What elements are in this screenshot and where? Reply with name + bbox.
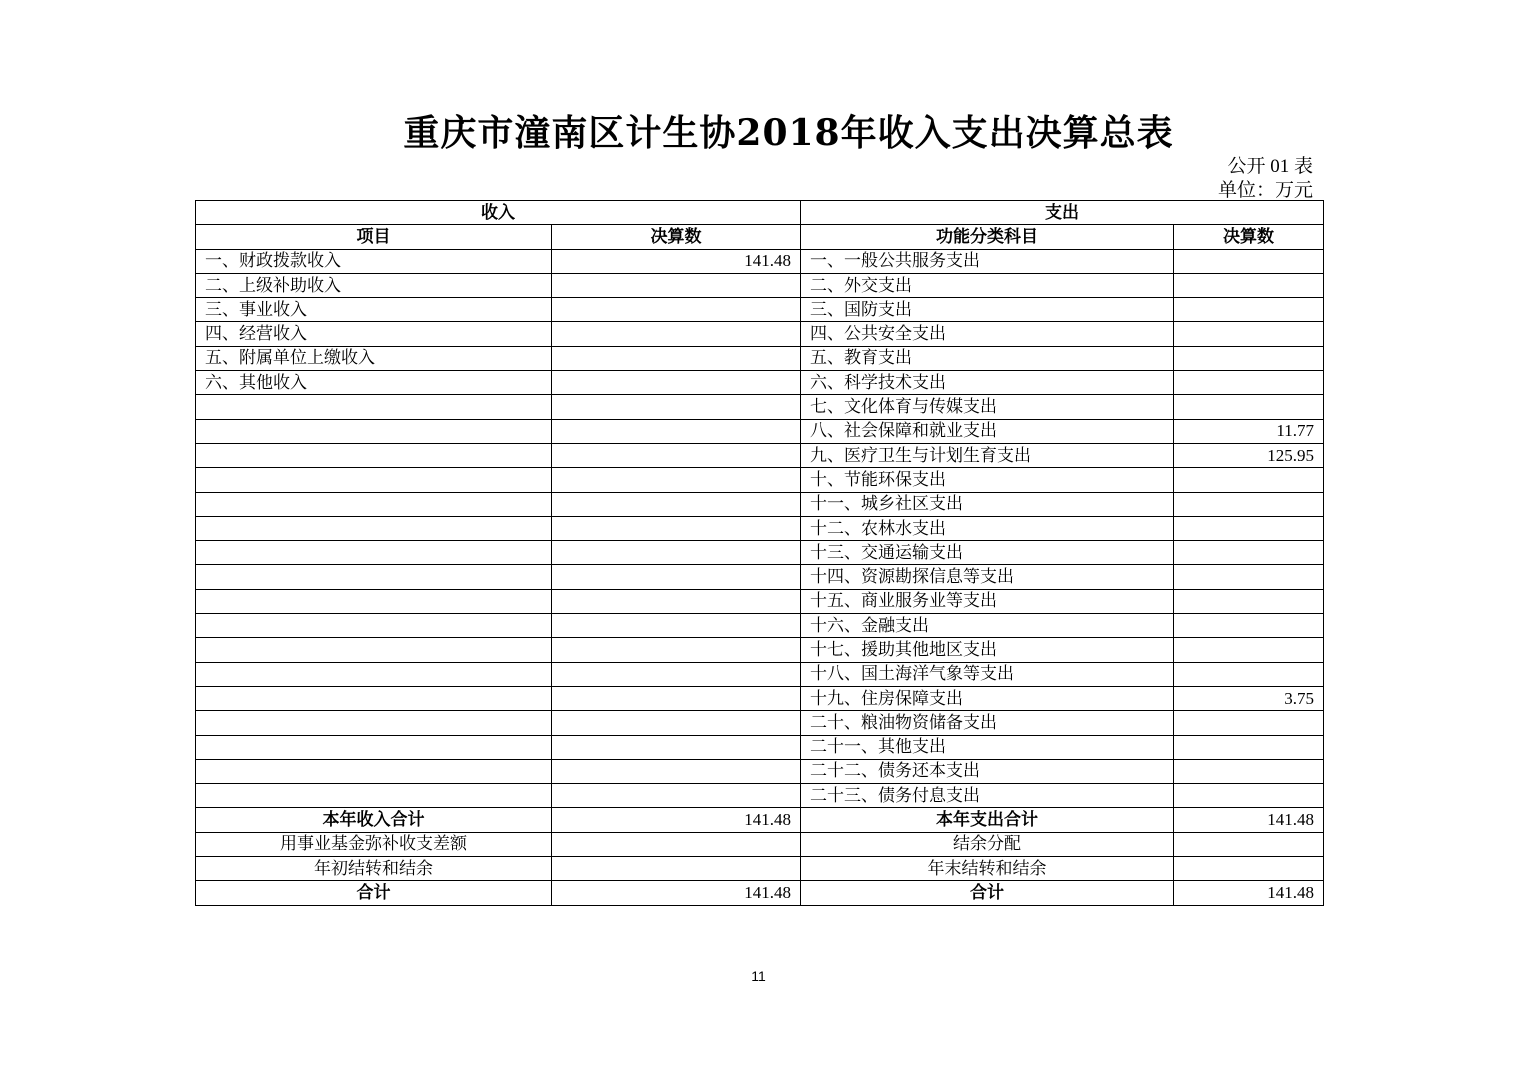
expense-item-cell: 十三、交通运输支出 bbox=[801, 541, 1174, 565]
income-amount-cell bbox=[552, 735, 801, 759]
expense-amount-cell bbox=[1174, 249, 1324, 273]
expense-item-cell: 十八、国土海洋气象等支出 bbox=[801, 662, 1174, 686]
table-row bbox=[196, 346, 1324, 370]
income-amount-cell bbox=[552, 565, 801, 589]
income-item-cell bbox=[196, 395, 552, 419]
income-group-header: 收入 bbox=[196, 201, 801, 225]
table-row bbox=[196, 589, 1324, 613]
expense-amount-cell bbox=[1174, 638, 1324, 662]
table-row bbox=[196, 443, 1324, 467]
expense-item-cell: 二十二、债务还本支出 bbox=[801, 759, 1174, 783]
income-amount-cell bbox=[552, 589, 801, 613]
expense-item-cell: 二十一、其他支出 bbox=[801, 735, 1174, 759]
expense-item-cell: 年末结转和结余 bbox=[801, 857, 1174, 881]
income-item-cell: 三、事业收入 bbox=[196, 298, 552, 322]
income-amount-cell bbox=[552, 419, 801, 443]
income-item-cell bbox=[196, 686, 552, 710]
expense-amount-cell bbox=[1174, 614, 1324, 638]
table-body bbox=[196, 201, 1324, 906]
expense-item-cell: 三、国防支出 bbox=[801, 298, 1174, 322]
table-row bbox=[196, 638, 1324, 662]
income-total-amount: 141.48 bbox=[552, 881, 801, 905]
expense-item-cell: 十四、资源勘探信息等支出 bbox=[801, 565, 1174, 589]
expense-amount-cell bbox=[1174, 857, 1324, 881]
budget-table bbox=[195, 200, 1324, 906]
income-item-cell bbox=[196, 638, 552, 662]
expense-amount-cell bbox=[1174, 395, 1324, 419]
income-item-cell bbox=[196, 419, 552, 443]
expense-item-cell: 十九、住房保障支出 bbox=[801, 686, 1174, 710]
income-amount-cell bbox=[552, 541, 801, 565]
table-row bbox=[196, 784, 1324, 808]
table-column-header bbox=[196, 225, 1324, 249]
expense-amount-cell bbox=[1174, 541, 1324, 565]
expense-amount-header: 决算数 bbox=[1174, 225, 1324, 249]
income-amount-cell bbox=[552, 516, 801, 540]
expense-amount-cell bbox=[1174, 784, 1324, 808]
income-amount-cell bbox=[552, 784, 801, 808]
table-row bbox=[196, 857, 1324, 881]
expense-amount-cell bbox=[1174, 492, 1324, 516]
income-amount-cell: 141.48 bbox=[552, 249, 801, 273]
page-title: 重庆市潼南区计生协2018年收入支出决算总表 bbox=[403, 112, 1174, 154]
income-item-cell bbox=[196, 711, 552, 735]
table-row bbox=[196, 541, 1324, 565]
table-row bbox=[196, 298, 1324, 322]
expense-item-cell: 二十、粮油物资储备支出 bbox=[801, 711, 1174, 735]
income-amount-cell bbox=[552, 371, 801, 395]
table-row bbox=[196, 273, 1324, 297]
expense-item-cell: 十七、援助其他地区支出 bbox=[801, 638, 1174, 662]
income-item-cell: 一、财政拨款收入 bbox=[196, 249, 552, 273]
income-subtotal-label: 本年收入合计 bbox=[196, 808, 552, 832]
table-row bbox=[196, 711, 1324, 735]
income-item-cell bbox=[196, 589, 552, 613]
income-item-cell bbox=[196, 735, 552, 759]
expense-item-cell: 结余分配 bbox=[801, 832, 1174, 856]
form-number: 公开 01 表 bbox=[1227, 156, 1313, 177]
page-number: 11 bbox=[751, 968, 766, 984]
total-row bbox=[196, 881, 1324, 905]
table-row bbox=[196, 614, 1324, 638]
expense-total-amount: 141.48 bbox=[1174, 881, 1324, 905]
expense-item-cell: 十五、商业服务业等支出 bbox=[801, 589, 1174, 613]
expense-item-cell: 十一、城乡社区支出 bbox=[801, 492, 1174, 516]
income-item-cell: 用事业基金弥补收支差额 bbox=[196, 832, 552, 856]
expense-item-cell: 七、文化体育与传媒支出 bbox=[801, 395, 1174, 419]
income-item-cell: 五、附属单位上缴收入 bbox=[196, 346, 552, 370]
income-subtotal-amount: 141.48 bbox=[552, 808, 801, 832]
income-amount-cell bbox=[552, 492, 801, 516]
income-amount-cell bbox=[552, 857, 801, 881]
subtotal-row bbox=[196, 808, 1324, 832]
expense-amount-cell: 3.75 bbox=[1174, 686, 1324, 710]
table-row bbox=[196, 468, 1324, 492]
income-item-cell bbox=[196, 443, 552, 467]
table-row bbox=[196, 371, 1324, 395]
table-row bbox=[196, 249, 1324, 273]
expense-item-cell: 八、社会保障和就业支出 bbox=[801, 419, 1174, 443]
expense-item-cell: 十二、农林水支出 bbox=[801, 516, 1174, 540]
table-row bbox=[196, 662, 1324, 686]
table-row bbox=[196, 686, 1324, 710]
table-row bbox=[196, 759, 1324, 783]
table-row bbox=[196, 832, 1324, 856]
income-item-cell bbox=[196, 565, 552, 589]
income-amount-cell bbox=[552, 759, 801, 783]
expense-amount-cell bbox=[1174, 371, 1324, 395]
income-amount-cell bbox=[552, 322, 801, 346]
income-item-header: 项目 bbox=[196, 225, 552, 249]
income-item-cell: 年初结转和结余 bbox=[196, 857, 552, 881]
expense-subtotal-amount: 141.48 bbox=[1174, 808, 1324, 832]
income-item-cell bbox=[196, 759, 552, 783]
expense-amount-cell bbox=[1174, 565, 1324, 589]
expense-amount-cell bbox=[1174, 273, 1324, 297]
expense-amount-cell bbox=[1174, 711, 1324, 735]
table-row bbox=[196, 516, 1324, 540]
expense-item-cell: 四、公共安全支出 bbox=[801, 322, 1174, 346]
expense-item-cell: 二十三、债务付息支出 bbox=[801, 784, 1174, 808]
income-amount-cell bbox=[552, 711, 801, 735]
expense-amount-cell bbox=[1174, 735, 1324, 759]
income-item-cell bbox=[196, 468, 552, 492]
income-item-cell: 二、上级补助收入 bbox=[196, 273, 552, 297]
expense-item-cell: 一、一般公共服务支出 bbox=[801, 249, 1174, 273]
expense-item-cell: 十六、金融支出 bbox=[801, 614, 1174, 638]
table-row bbox=[196, 492, 1324, 516]
income-amount-cell bbox=[552, 395, 801, 419]
expense-item-cell: 二、外交支出 bbox=[801, 273, 1174, 297]
expense-item-cell: 十、节能环保支出 bbox=[801, 468, 1174, 492]
income-amount-cell bbox=[552, 662, 801, 686]
income-amount-cell bbox=[552, 468, 801, 492]
income-amount-cell bbox=[552, 832, 801, 856]
income-amount-cell bbox=[552, 443, 801, 467]
expense-amount-cell bbox=[1174, 516, 1324, 540]
income-item-cell: 六、其他收入 bbox=[196, 371, 552, 395]
expense-amount-cell bbox=[1174, 662, 1324, 686]
income-item-cell bbox=[196, 516, 552, 540]
income-total-label: 合计 bbox=[196, 881, 552, 905]
expense-amount-cell bbox=[1174, 346, 1324, 370]
expense-amount-cell bbox=[1174, 832, 1324, 856]
expense-amount-cell: 11.77 bbox=[1174, 419, 1324, 443]
expense-item-cell: 五、教育支出 bbox=[801, 346, 1174, 370]
income-item-cell bbox=[196, 492, 552, 516]
table-row bbox=[196, 565, 1324, 589]
income-amount-cell bbox=[552, 686, 801, 710]
expense-amount-cell bbox=[1174, 759, 1324, 783]
income-item-cell bbox=[196, 614, 552, 638]
expense-item-cell: 九、医疗卫生与计划生育支出 bbox=[801, 443, 1174, 467]
income-amount-cell bbox=[552, 273, 801, 297]
table-row bbox=[196, 395, 1324, 419]
income-amount-cell bbox=[552, 638, 801, 662]
expense-amount-cell bbox=[1174, 468, 1324, 492]
table-row bbox=[196, 419, 1324, 443]
expense-amount-cell bbox=[1174, 298, 1324, 322]
expense-total-label: 合计 bbox=[801, 881, 1174, 905]
table-row bbox=[196, 322, 1324, 346]
income-amount-header: 决算数 bbox=[552, 225, 801, 249]
expense-amount-cell bbox=[1174, 589, 1324, 613]
income-item-cell: 四、经营收入 bbox=[196, 322, 552, 346]
income-amount-cell bbox=[552, 614, 801, 638]
expense-group-header: 支出 bbox=[801, 201, 1324, 225]
income-amount-cell bbox=[552, 298, 801, 322]
table-row bbox=[196, 735, 1324, 759]
income-amount-cell bbox=[552, 346, 801, 370]
expense-subtotal-label: 本年支出合计 bbox=[801, 808, 1174, 832]
expense-amount-cell bbox=[1174, 322, 1324, 346]
income-item-cell bbox=[196, 784, 552, 808]
income-item-cell bbox=[196, 662, 552, 686]
table-group-header bbox=[196, 201, 1324, 225]
income-item-cell bbox=[196, 541, 552, 565]
expense-item-cell: 六、科学技术支出 bbox=[801, 371, 1174, 395]
unit-label: 单位：万元 bbox=[1217, 180, 1313, 201]
function-item-header: 功能分类科目 bbox=[801, 225, 1174, 249]
expense-amount-cell: 125.95 bbox=[1174, 443, 1324, 467]
